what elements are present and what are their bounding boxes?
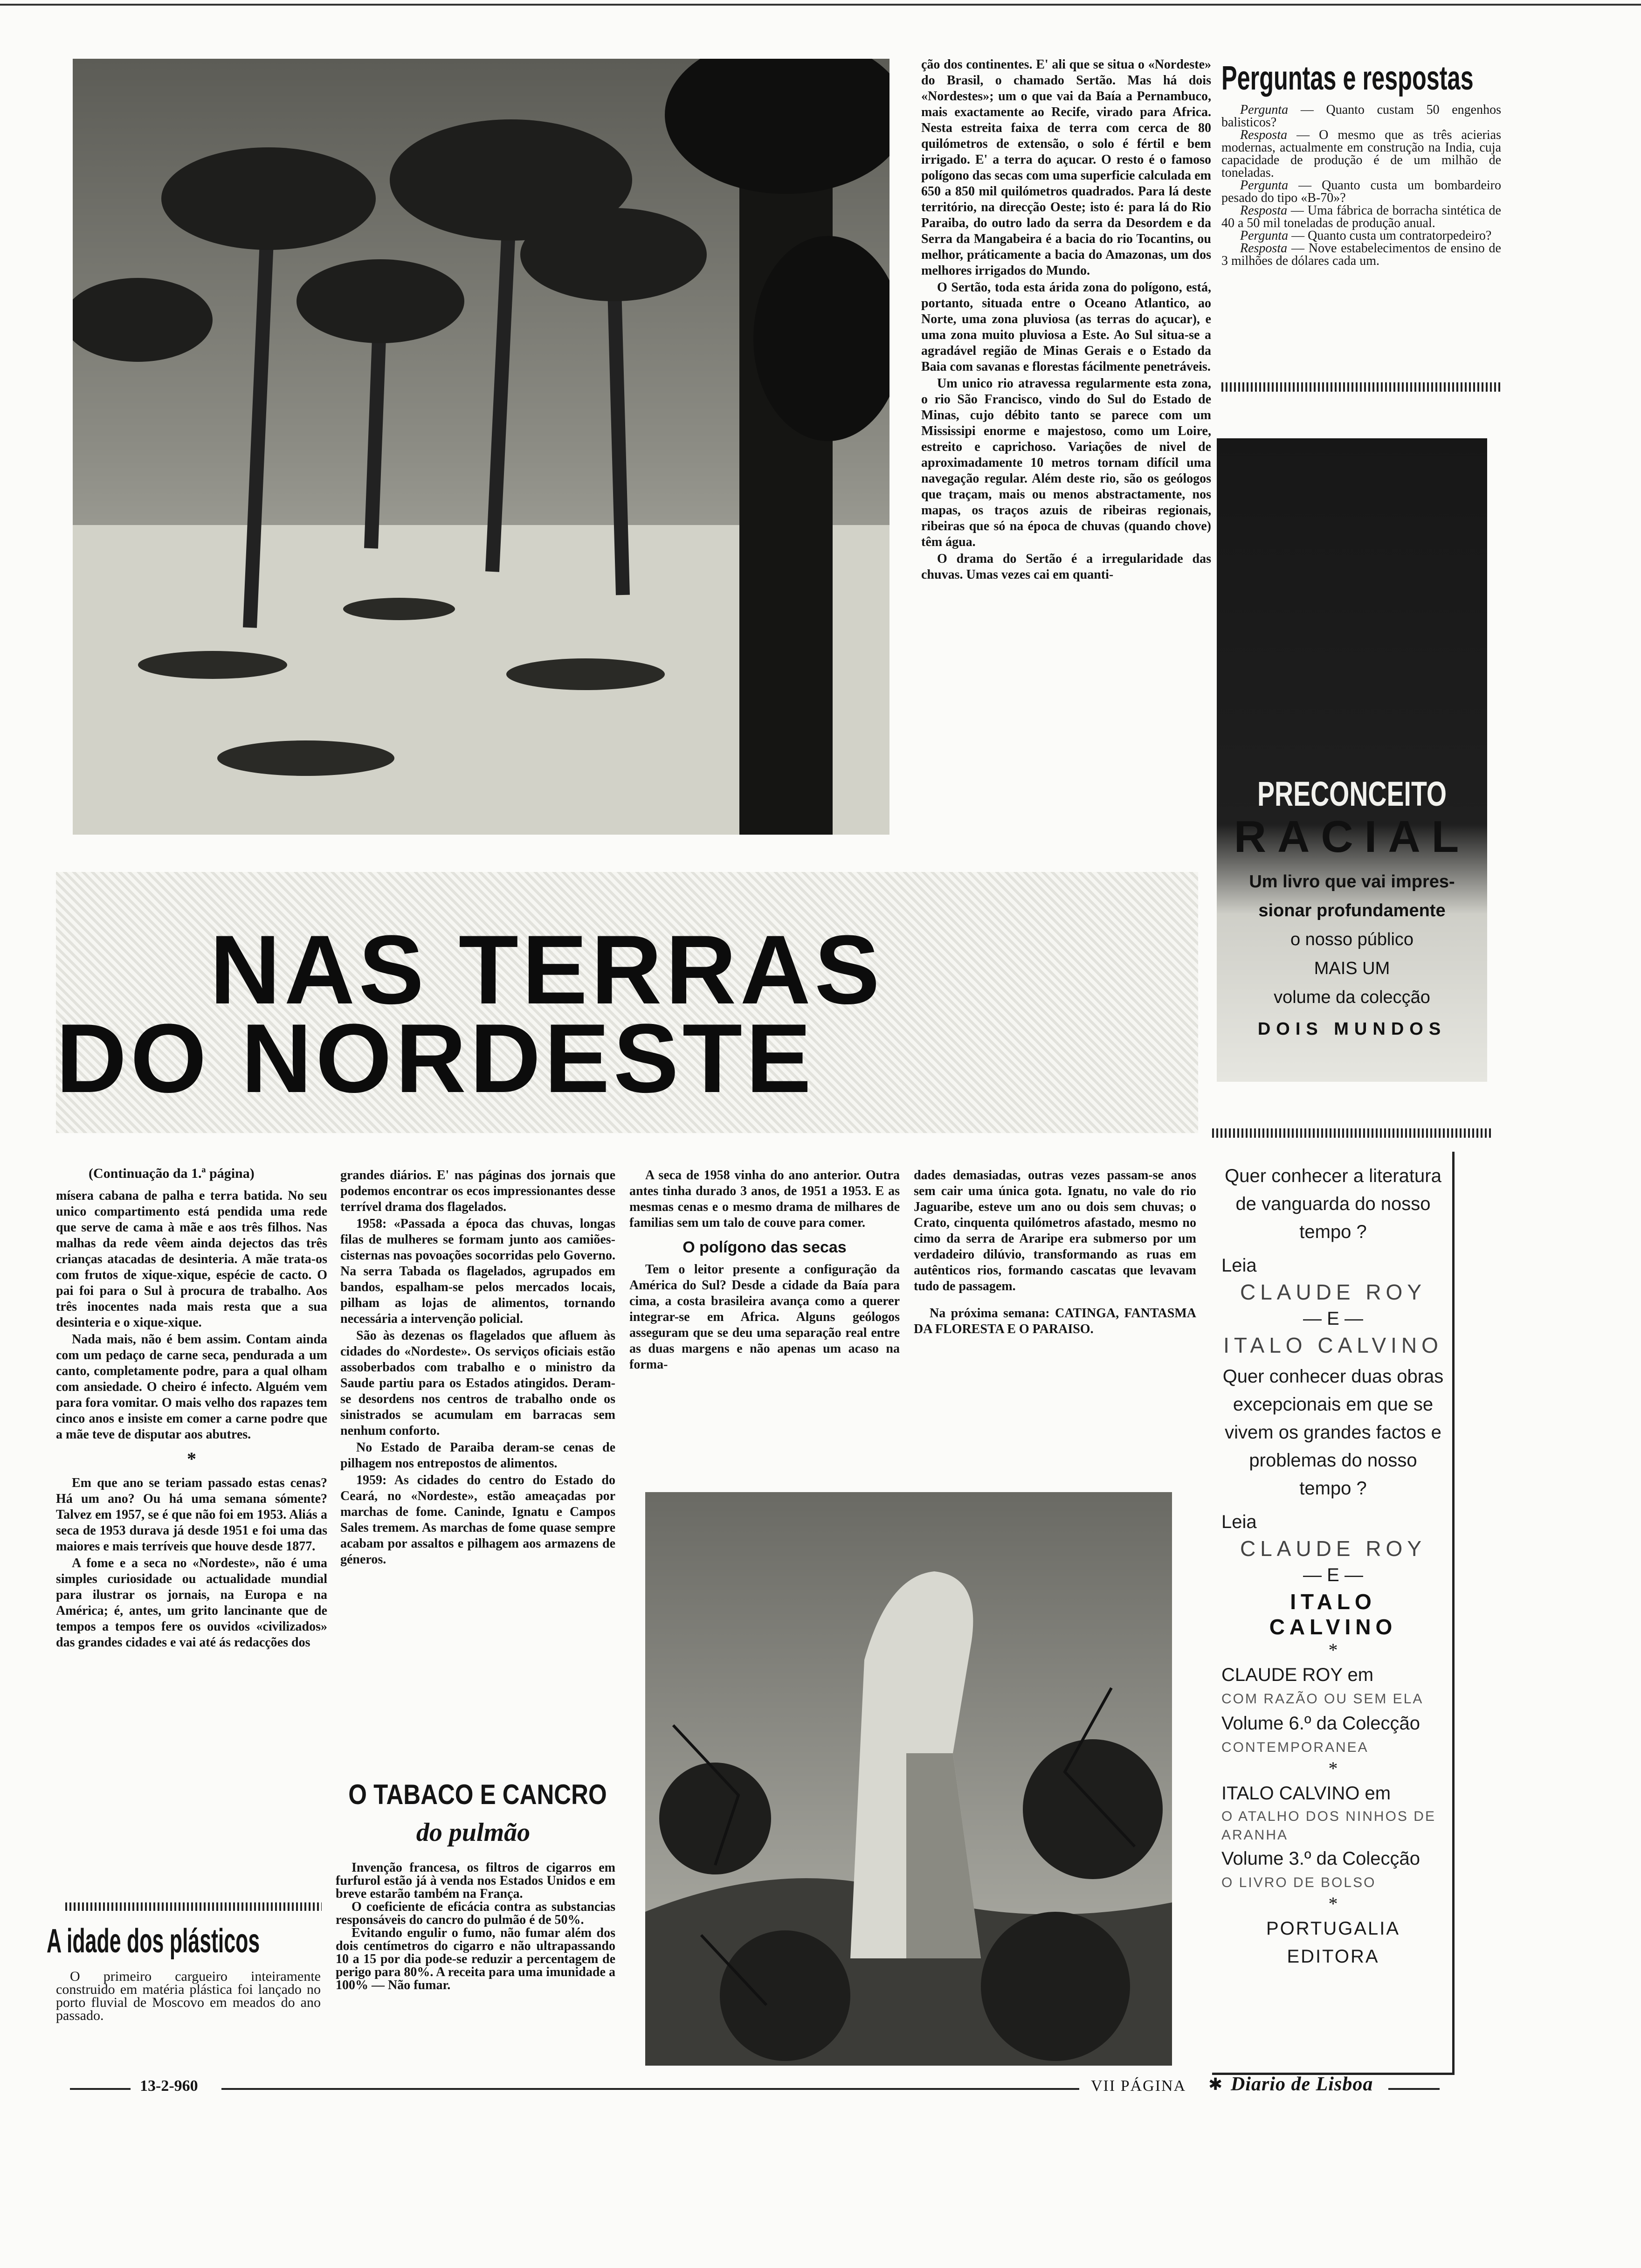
- article-paragraph: 1959: As cidades do centro do Estado do Ceará, no «Nordeste», estão ameaçadas por marchas de fome. Caninde, Ignatu e Campos Sales tremem. As marchas de fome quase sempre acabam por assaltos e pilhagem aos armazens de géneros.: [340, 1473, 615, 1567]
- ad-star: *: [1328, 1893, 1338, 1914]
- tobacco-paragraph: Invenção francesa, os filtros de cigarros em furfurol estão já à venda nos Estados Unidos e em breve estarão também na França.: [336, 1860, 615, 1901]
- qa-bottom-rule: [1221, 382, 1501, 392]
- qa-answer: Resposta — Uma fábrica de borracha sintética de 40 a 50 mil toneladas de produção anual.: [1221, 203, 1501, 230]
- book-ad-title-1: PRECONCEITO: [1257, 774, 1447, 813]
- footer-page: VII PÁGINA: [1091, 2077, 1186, 2095]
- ad-author-claude: CLAUDE ROY: [1240, 1536, 1427, 1561]
- article-paragraph: dades demasiadas, outras vezes passam-se anos sem cair uma única gota. Ignatu, no vale do rio Jaguaribe, esteve um ano ou dois sem chuvas; o Crato, cinquenta quilómetros afastado, mesmo no cimo da serra de Araripe era submerso por um verdadeiro dilúvio, transformando as ruas em autênticos rios, formando cascatas que levavam tudo de passagem.: [914, 1168, 1196, 1293]
- top-article-paragraph: ção dos continentes. E' ali que se situa o «Nordeste» do Brasil, o chamado Sertão. Mas há dois «Nordestes»; um o que vai da Baía a Pernambuco, mais exactamente ao Recife, virado para Africa. Nesta estreita faixa de terra com cerca de 80 quilómetros de extensão, o solo é fértil e bem irrigado. E' a terra do açucar. O resto é o famoso polígono das secas com uma superficie calculada em 650 a 850 mil quilómetros quadrados. Para lá deste território, na direcção Oeste; isto é: para lá do Rio Paraiba, do outro lado da serra da Desordem e da Serra da Mangabeira é a bacia do rio Tocantins, ou melhor, práticamente a bacia do Amazonas, um dos melhores irrigados do Mundo.: [921, 57, 1211, 278]
- headline-line-2: DO NORDESTE: [56, 1003, 815, 1113]
- book-ad-bottom-rule: [1212, 1128, 1492, 1138]
- top-article-column: [921, 57, 1211, 584]
- rock-formation-image: [645, 1492, 1172, 2066]
- plastics-body: O primeiro cargueiro inteiramente construido em matéria plástica foi lançado no porto fluvial de Moscovo em meados do ano passado.: [56, 1969, 321, 2023]
- section-subhead: O polígono das secas: [683, 1238, 847, 1256]
- tobacco-paragraph: O coeficiente de eficácia contra as substancias responsáveis do cancro do pulmão é de 50%.: [336, 1900, 615, 1927]
- qa-question: Pergunta — Quanto custa um bombardeiro pesado do tipo «B-70»?: [1221, 178, 1501, 205]
- qa-question: Pergunta — Quanto custa um contratorpedeiro?: [1240, 228, 1492, 243]
- qa-question: Pergunta — Quanto custam 50 engenhos balisticos?: [1221, 103, 1501, 130]
- qa-box: [1221, 56, 1501, 267]
- book-ad-line: Um livro que vai impres-: [1249, 872, 1455, 892]
- book-ad-line: o nosso público: [1290, 930, 1414, 949]
- article-column-1: [56, 1188, 327, 1652]
- top-article-paragraph: O drama do Sertão é a irregularidade das chuvas. Umas vezes cai em quanti-: [921, 552, 1211, 582]
- ad-publisher: PORTUGALIA EDITORA: [1266, 1918, 1400, 1967]
- article-paragraph: grandes diários. E' nas páginas dos jornais que podemos encontrar os ecos impressionantes desse terrível drama dos flagelados.: [340, 1168, 615, 1214]
- ad-author-claude: CLAUDE ROY: [1240, 1280, 1427, 1304]
- ad-leia: Leia: [1221, 1512, 1257, 1532]
- article-paragraph: Em que ano se teriam passado estas cenas? Há um ano? Ou há uma semana sómente? Talvez em 1957, se é que não foi em 1953. Aliás a seca de 1953 durava já desde 1951 e foi uma das maiores e mais terríveis que houve desde 1877.: [56, 1476, 327, 1554]
- book-ad-title-2: RACIAL: [1234, 812, 1470, 862]
- qa-items: [1221, 104, 1501, 267]
- ad-entry2-title: O ATALHO DOS NINHOS DE ARANHA: [1221, 1809, 1436, 1843]
- top-photo-palms: [73, 59, 889, 835]
- ad-star: *: [1328, 1639, 1338, 1660]
- book-ad-line: sionar profundamente: [1258, 901, 1446, 920]
- top-rule: [0, 4, 1641, 6]
- qa-answer: Resposta — Nove estabelecimentos de ensino de 3 milhões de dólares cada um.: [1221, 241, 1501, 268]
- headline-line-1: NAS TERRAS: [210, 915, 884, 1024]
- footer-rule-left: [70, 2088, 131, 2090]
- ad-leia: Leia: [1221, 1255, 1257, 1276]
- ad-author-italo: ITALO CALVINO: [1223, 1333, 1443, 1357]
- ad-e: — E —: [1303, 1308, 1363, 1329]
- tobacco-paragraph: Evitando engulir o fumo, não fumar além dos dois centímetros do cigarro e não ultrapassando 10 a 15 por dia pode-se reduzir a percentagem de perigo para 80%. A receita para uma imunidade a 100% — Não fumar.: [336, 1926, 615, 1992]
- top-article-paragraph: O Sertão, toda esta árida zona do polígono, está, portanto, situada entre o Oceano Atlantico, ao Norte, uma zona pluviosa (as terras do açucar), e uma zona muito pluviosa a Este. Ao Sul situa-se a agradável região de Minas Gerais e o Estado da Baia com savanas e florestas fácilmente penetráveis.: [921, 280, 1211, 374]
- article-paragraph: mísera cabana de palha e terra batida. No seu unico compartimento está pendida uma rede que serve de cama à mãe e aos três filhos. Nas malhas da rede vêem ainda dejectos das três crianças atacadas de desinteria. A mãe trata-os com frutos de xique-xique, espécie de cacto. O pai foi para o Sul à procura de trabalho. Aos três inocentes nada mais resta que a sua desinteria e o xique-xique.: [56, 1189, 327, 1330]
- article-column-3: [629, 1168, 900, 1374]
- ad-author-italo: ITALO CALVINO: [1269, 1590, 1397, 1639]
- tobacco-title: O TABACO E CANCRO: [348, 1779, 607, 1810]
- qa-title: Perguntas e respostas: [1221, 60, 1474, 97]
- article-paragraph: A seca de 1958 vinha do ano anterior. Outra antes tinha durado 3 anos, de 1951 a 1953. E as mesmas cenas e o mesmo drama de milhares de familias sem um talo de couve para comer.: [629, 1168, 900, 1230]
- book-ad-line: MAIS UM: [1314, 959, 1390, 978]
- section-star: *: [187, 1448, 196, 1469]
- ad-entry1-author: CLAUDE ROY em: [1221, 1665, 1374, 1685]
- book-ad-line: volume da colecção: [1274, 988, 1430, 1007]
- palm-landscape-image: [73, 59, 889, 835]
- book-ad-collection: DOIS MUNDOS: [1257, 1019, 1447, 1039]
- headline-banner: [56, 872, 1198, 1133]
- article-paragraph: 1958: «Passada a época das chuvas, longas filas de mulheres se formam junto aos camiões-cisternas nas povoações socorridas pelo Governo. Na serra Tabada os flagelados, agrupados em bandos, espalham-se pelos mercados locais, pilham as lojas de alimentos, tornando necessária a intervenção policial.: [340, 1217, 615, 1326]
- article-paragraph: No Estado de Paraiba deram-se cenas de pilhagem nos entrepostos de alimentos.: [340, 1440, 615, 1471]
- article-column-2: [340, 1168, 615, 1569]
- ad-e: — E —: [1303, 1565, 1363, 1585]
- footer-rule-middle: [221, 2088, 1079, 2090]
- qa-answer: Resposta — O mesmo que as três acierias modernas, actualmente em construção na India, cuja capacidade de produção é de um milhão de toneladas.: [1221, 128, 1501, 180]
- ad-star: *: [1328, 1758, 1338, 1779]
- tobacco-body: [336, 1861, 615, 1992]
- ad-question-1: Quer conhecer a literatura de vanguarda do nosso tempo ?: [1225, 1166, 1441, 1242]
- next-week-note: Na próxima semana: CATINGA, FANTASMA DA FLORESTA E O PARAISO.: [914, 1306, 1196, 1336]
- book-ad-blurb: [1217, 867, 1487, 1044]
- ad-question-2: Quer conhecer duas obras excepcionais em que se vivem os grandes factos e problemas do nosso tempo ?: [1222, 1366, 1444, 1499]
- book-ad-racial: [1217, 438, 1487, 1082]
- footer-date: 13-2-960: [140, 2077, 198, 2095]
- rock-photo: [645, 1492, 1172, 2066]
- footer-rule-right: [1388, 2088, 1440, 2090]
- plastics-top-rule: [65, 1902, 322, 1911]
- footer-masthead: Diario de Lisboa: [1231, 2074, 1373, 2095]
- ad-entry1-volume: Volume 6.º da Colecção: [1221, 1713, 1420, 1734]
- footer-star: ✱: [1208, 2075, 1223, 2094]
- ad-entry2-volume: Volume 3.º da Colecção: [1221, 1848, 1420, 1869]
- article-paragraph: São às dezenas os flagelados que afluem às cidades do «Nordeste». Os serviços oficiais estão assoberbados com trabalho e o ministro da Saude partiu para os Estados atingidos. Deram-se desordens nos centros de trabalho onde os sinistrados se acumulam em barracas sem nenhum conforto.: [340, 1328, 615, 1438]
- continuation-note: (Continuação da 1.ª página): [89, 1166, 255, 1181]
- tobacco-subtitle: do pulmão: [416, 1818, 531, 1847]
- ad-entry1-title: COM RAZÃO OU SEM ELA: [1221, 1691, 1424, 1707]
- article-paragraph: A fome e a seca no «Nordeste», não é uma simples curiosidade ou actualidade mundial para ilustrar os jornais, na Europa e na América; é, antes, um grito lancinante que de tempos a tempos fere os ouvidos «civilizados» das grandes cidades e vai até ás redacções dos: [56, 1556, 327, 1650]
- ad-entry2-author: ITALO CALVINO em: [1221, 1783, 1391, 1804]
- top-article-paragraph: Um unico rio atravessa regularmente esta zona, o rio São Francisco, vindo do Sul do Estado de Minas, cujo débito tanto se parece com um Mississipi enorme e majestoso, como um Loire, estreito e caprichoso. Variações de nivel de aproximadamente 10 metros tornam difícil uma navegação regular. Além deste rio, são os geólogos que traçam, mais ou menos abstractamente, nos mapas, os traços azuis de ribeiras regionais, ribeiras que só na época de chuvas (quando chove) têm água.: [921, 376, 1211, 549]
- article-paragraph: Nada mais, não é bem assim. Contam ainda com um pedaço de carne seca, pendurada a um canto, completamente podre, para a qual olham com ansiedade. O cheiro é infecto. Alguém vem para fora vomitar. O mais velho dos rapazes tem cinco anos e insiste em comer a carne podre que a mãe teve de disputar aos abutres.: [56, 1332, 327, 1442]
- portugalia-ad: [1212, 1152, 1455, 2075]
- ad-entry1-collection: CONTEMPORANEA: [1221, 1740, 1369, 1755]
- article-column-4: [914, 1168, 1196, 1338]
- plastics-title: A idade dos plásticos: [47, 1922, 260, 1960]
- ad-entry2-collection: O LIVRO DE BOLSO: [1221, 1875, 1376, 1890]
- article-paragraph: Tem o leitor presente a configuração da América do Sul? Desde a cidade da Baía para cima, a costa brasileira avança como a querer integrar-se em Africa. Alguns geólogos asseguram que se deu uma separação real entre as duas margens e não apenas um acaso na forma-: [629, 1262, 900, 1372]
